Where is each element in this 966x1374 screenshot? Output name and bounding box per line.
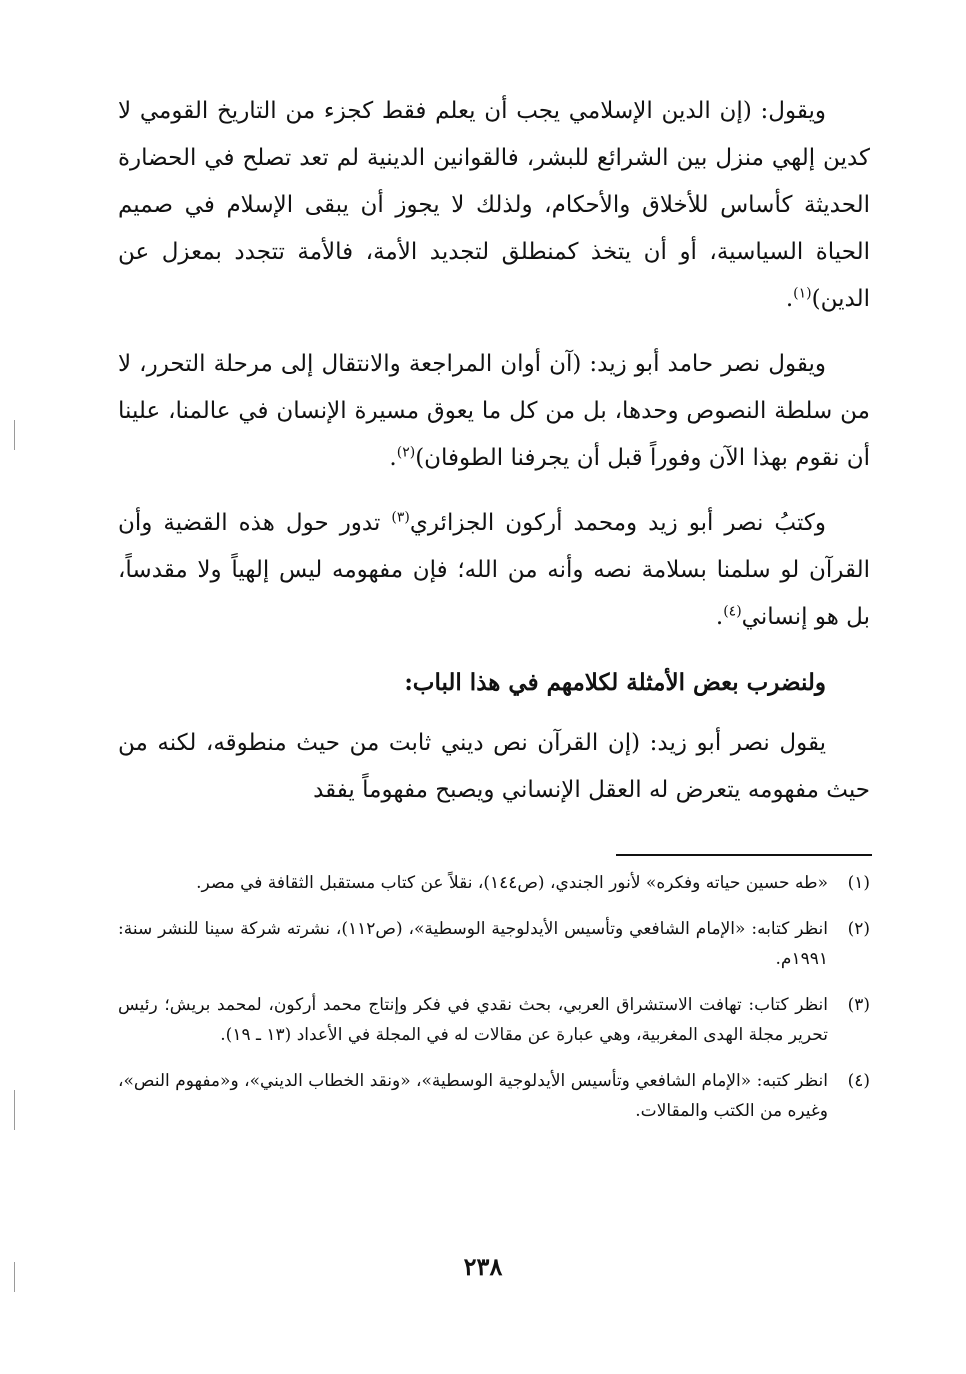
footnote-3 bbox=[118, 990, 870, 1050]
footnote-text: انظر كتابه: «الإمام الشافعي وتأسيس الأيدلوجية الوسطية»، (ص١١٢)، نشرته شركة سينا للنشر سنة: ١٩٩١م. bbox=[118, 919, 828, 969]
footnote-separator bbox=[616, 854, 872, 856]
footnote-number: (١) bbox=[847, 873, 870, 893]
footnote-number: (٢) bbox=[847, 919, 870, 939]
footnotes bbox=[118, 868, 870, 1142]
paragraph-2-tail: . bbox=[389, 445, 397, 471]
page-number: ٢٣٨ bbox=[463, 1252, 503, 1281]
footnote-text: «طه حسين حياته وفكره» لأنور الجندي، (ص١٤٤)، نقلاً عن كتاب مستقبل الثقافة في مصر. bbox=[196, 873, 828, 893]
footnote-1 bbox=[118, 868, 870, 898]
footnote-2 bbox=[118, 914, 870, 974]
paragraph-3-text-b: تدور حول هذه القضية وأن القرآن لو سلمنا بسلامة نصه وأنه من الله؛ فإن مفهومه ليس إلهياً ولا مقدساً، بل هو إنساني bbox=[118, 510, 871, 630]
footnote-text: انظر كتاب: تهافت الاستشراق العربي، بحث نقدي في فكر وإنتاج محمد أركون، لمحمد بريش؛ رئيس تحرير مجلة الهدى المغربية، وهي عبارة عن مقالات له في المجلة في الأعداد (١٣ ـ ١٩). bbox=[118, 995, 828, 1045]
paragraph-2-text: ويقول نصر حامد أبو زيد: (آن أوان المراجعة والانتقال إلى مرحلة التحرر، لا من سلطة النصوص وحدها، بل من كل ما يعوق مسيرة الإنسان في عالمنا، علينا أن نقوم بهذا الآن وفوراً قبل أن يجرفنا الطوفان) bbox=[118, 351, 870, 471]
scan-margin-mark bbox=[14, 1090, 15, 1130]
footnote-number: (٤) bbox=[847, 1071, 870, 1091]
paragraph-1 bbox=[118, 88, 870, 323]
paragraph-3 bbox=[118, 500, 870, 641]
footnote-ref-4: (٤) bbox=[723, 603, 742, 620]
footnote-ref-3: (٣) bbox=[391, 509, 410, 526]
main-text bbox=[118, 88, 870, 832]
paragraph-4: يقول نصر أبو زيد: (إن القرآن نص ديني ثابت من حيث منطوقه، لكنه من حيث مفهومه يتعرض له العقل الإنساني ويصبح مفهوماً يفقد bbox=[118, 730, 870, 803]
footnote-number: (٣) bbox=[847, 995, 870, 1015]
paragraph-1-text: ويقول: (إن الدين الإسلامي يجب أن يعلم فقط كجزء من التاريخ القومي لا كدين إلهي منزل بين الشرائع للبشر، فالقوانين الدينية لم تعد تصلح في الحضارة الحديثة كأساس للأخلاق والأحكام، ولذلك لا يجوز أن يبقى الإسلام في صميم الحياة السياسية، أو أن يتخذ كمنطلق لتجديد الأمة، فالأمة تتجدد بمعزل عن الدين) bbox=[118, 98, 870, 312]
paragraph-3-tail: . bbox=[715, 604, 724, 630]
paragraph-3-text-a: وكتبُ نصر أبو زيد ومحمد أركون الجزائري bbox=[409, 510, 826, 536]
footnote-ref-2: (٢) bbox=[396, 444, 416, 461]
footnote-4 bbox=[118, 1066, 870, 1126]
paragraph-1-tail: . bbox=[785, 286, 794, 312]
scan-margin-mark bbox=[14, 420, 15, 450]
section-heading: ولنضرب بعض الأمثلة لكلامهم في هذا الباب: bbox=[404, 669, 826, 696]
footnote-ref-1: (١) bbox=[793, 285, 812, 302]
footnote-text: انظر كتبه: «الإمام الشافعي وتأسيس الأيدلوجية الوسطية»، «ونقد الخطاب الديني»، و«مفهوم النص»، وغيره من الكتب والمقالات. bbox=[118, 1071, 828, 1121]
paragraph-2 bbox=[118, 341, 870, 482]
